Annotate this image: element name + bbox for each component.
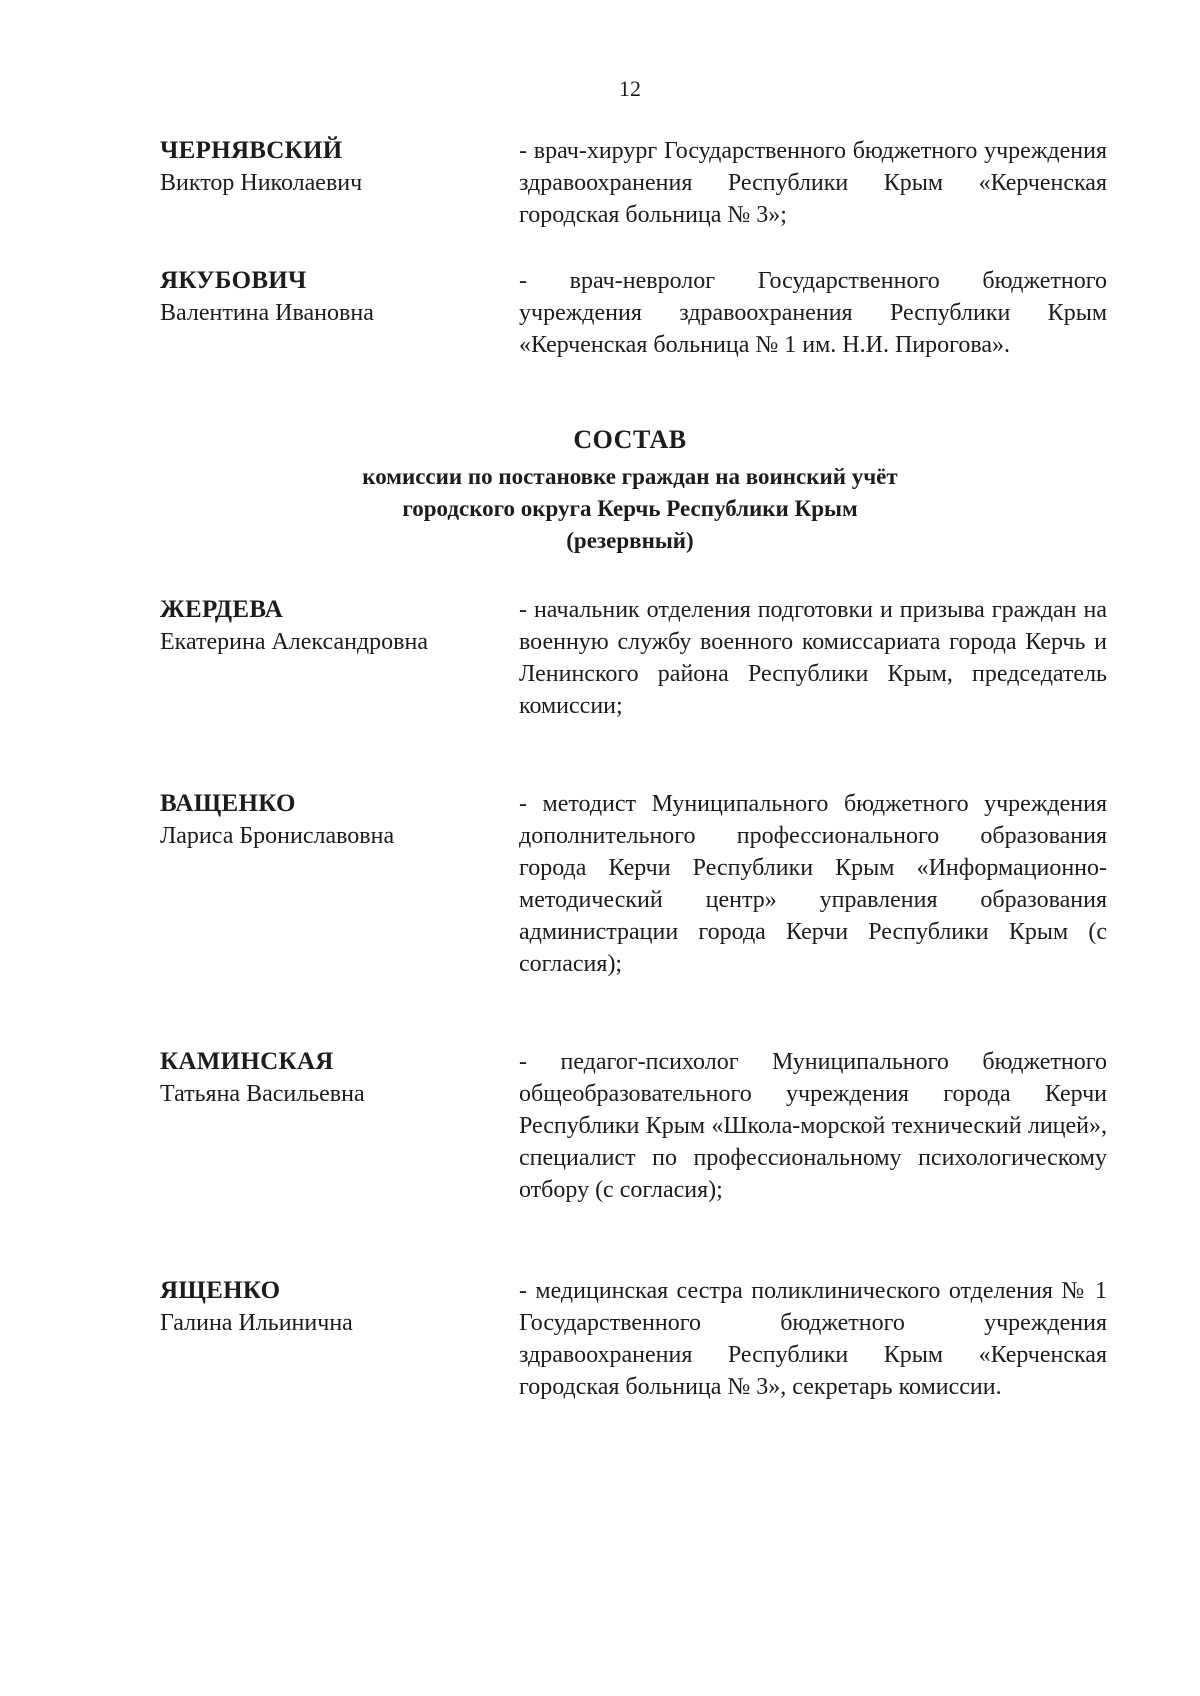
member-surname: ЯКУБОВИЧ [160,267,307,294]
member-role: - медицинская сестра поликлинического отделения № 1 Государственного бюджетного учреждения здравоохранения Республики Крым «Керченская городская больница № 3», секретарь комиссии. [519,1278,1107,1400]
member-role: - педагог-психолог Муниципального бюджетного общеобразовательного учреждения города Керчи Республики Крым «Школа-морской технический лицей», специалист по профессиональному психологическому отбору (с согласия); [519,1049,1107,1203]
member-role: - начальник отделения подготовки и призыва граждан на военную службу военного комиссариата города Керчь и Ленинского района Республики Крым, председатель комиссии; [519,597,1107,719]
member-name [160,1046,500,1110]
member-name [160,788,500,852]
member-name [160,594,500,658]
member-given-names: Татьяна Васильевна [160,1081,365,1107]
section-subtitle [0,461,1200,557]
member-given-names: Виктор Николаевич [160,170,363,196]
page-number: 12 [619,76,641,101]
member-surname: ЧЕРНЯВСКИЙ [160,137,343,164]
member-name [160,1275,500,1339]
member-given-names: Галина Ильинична [160,1310,353,1336]
member-role: - методист Муниципального бюджетного учреждения дополнительного профессионального образования города Керчи Республики Крым «Информационно-методический центр» управления образования администрации города Керчи Республики Крым (с согласия); [519,791,1107,977]
member-given-names: Лариса Брониславовна [160,823,395,849]
member-role: - врач-невролог Государственного бюджетного учреждения здравоохранения Республики Крым «Керченская больница № 1 им. Н.И. Пирогова». [519,268,1107,358]
section-title: СОСТАВ [573,425,687,454]
member-role: - врач-хирург Государственного бюджетного учреждения здравоохранения Республики Крым «Керченская городская больница № 3»; [519,138,1107,228]
member-surname: ЖЕРДЕВА [160,596,284,623]
member-name [160,265,500,329]
section-subtitle-line: (резервный) [566,528,694,553]
member-surname: ЯЩЕНКО [160,1277,281,1304]
member-surname: ВАЩЕНКО [160,790,296,817]
member-surname: КАМИНСКАЯ [160,1048,334,1075]
member-given-names: Екатерина Александровна [160,629,428,655]
section-subtitle-line: комиссии по постановке граждан на воинский учёт [362,464,898,489]
member-name [160,135,500,199]
member-given-names: Валентина Ивановна [160,300,374,326]
section-subtitle-line: городского округа Керчь Республики Крым [402,496,858,521]
